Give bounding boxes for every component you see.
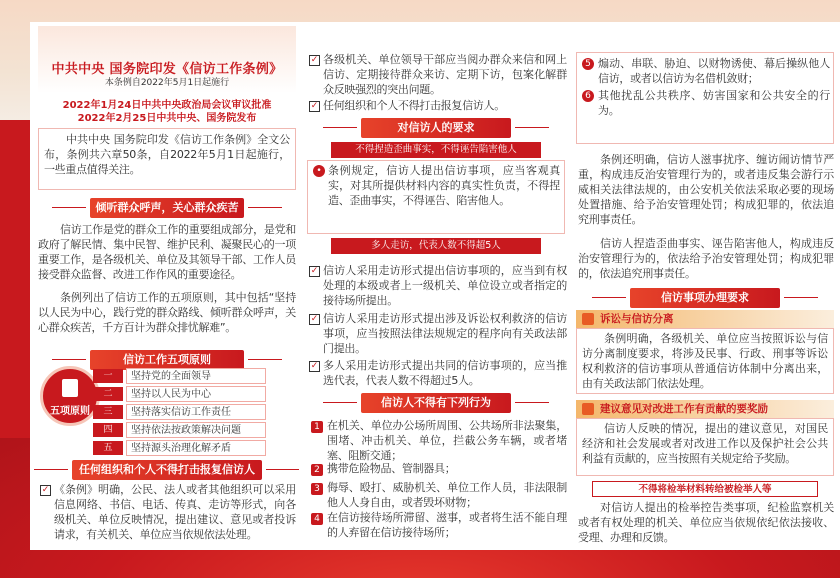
list-item: 携带危险物品、管制器具；: [327, 462, 456, 475]
section-heading: 信访工作五项原则: [90, 350, 244, 370]
paragraph: 条例列出了信访工作的五项原则，其中包括“坚持以人民为中心，践行党的群众路线、倾听群众呼声，关心群众疾苦，千方百计为群众排忧解难”。: [38, 291, 296, 334]
list-item: 在信访接待场所滞留、滋事，或者将生活不能自理的人弃留在信访接待场所；: [327, 511, 567, 539]
principle-number: 三: [93, 405, 123, 419]
page-title: 中共中央 国务院印发《信访工作条例》: [51, 62, 283, 77]
panel-2: [299, 22, 573, 550]
paragraph-box: 条例明确，各级机关、单位应当按照诉讼与信访分离制度要求，将涉及民事、行政、刑事等诉讼权利救济的信访事项从普通信访体制中分离出来，由有关政法部门依法处理。: [576, 328, 834, 394]
list-item: 煽动、串联、胁迫、以财物诱使、幕后操纵他人信访，或者以信访为名借机敛财；: [598, 57, 830, 85]
paragraph: 信访人捏造歪曲事实、诬告陷害他人，构成违反治安管理行为的，依法给予治安管理处罚；构成犯罪的，依法追究刑事责任。: [578, 237, 834, 280]
requirement-box: 条例规定，信访人提出信访事项，应当客观真实，对其所提供材料内容的真实性负责，不得捏造、歪曲事实，不得诬告、陷害他人。: [307, 160, 565, 234]
date-line: [38, 99, 296, 125]
highlight-bar: 多人走访，代表人数不得超5人: [331, 238, 541, 254]
principle-number: 五: [93, 441, 123, 455]
highlight-bar: 不得将检举材料转给被检举人等: [592, 481, 818, 497]
principle-item: 坚持落实信访工作责任: [126, 404, 266, 420]
section-heading: 倾听群众呼声，关心群众疾苦: [90, 198, 244, 218]
paragraph: 条例还明确，信访人滋事扰序、缠访闹访情节严重，构成违反治安管理行为的，或者违反集会游行示威相关法律法规的，由公安机关依法采取必要的现场处置措施、给予治安管理处罚；构成犯罪的，依法追究刑事责任。: [578, 153, 834, 226]
list-item: 其他扰乱公共秩序、妨害国家和公共安全的行为。: [598, 89, 830, 117]
page-subtitle: 本条例自2022年5月1日起施行: [104, 78, 230, 88]
principle-number: 四: [93, 423, 123, 437]
check-icon: ✓: [310, 361, 319, 371]
sub-heading: 诉讼与信访分离: [576, 310, 834, 328]
number-badge: 2: [311, 464, 323, 476]
list-item: 信访人采用走访形式提出涉及诉讼权利救济的信访事项，应当按照法律法规规定的程序向有关政法部门提出。: [323, 312, 567, 355]
date-approved: 2022年1月24日中共中央政治局会议审议批准: [62, 100, 272, 111]
check-icon: ✓: [310, 314, 319, 324]
panel-1: [30, 22, 304, 550]
date-published: 2022年2月25日中共中央、国务院发布: [77, 113, 257, 124]
number-badge: 4: [311, 513, 323, 525]
intro-box: 中共中央 国务院印发《信访工作条例》全文公布，条例共六章50条，自2022年5月1日起施行，一些重点值得关注。: [38, 128, 296, 190]
principle-number: 一: [93, 369, 123, 383]
bullet-icon: •: [313, 165, 325, 177]
highlight-bar: 不得捏造歪曲事实，不得诬告陷害他人: [331, 142, 541, 158]
section-heading: 信访事项办理要求: [630, 288, 780, 308]
list-item: 各级机关、单位领导干部应当阅办群众来信和网上信访、定期接待群众来访、定期下访，包案化解群众反映强烈的突出问题。: [323, 53, 567, 96]
panel-3: [568, 22, 840, 550]
number-badge: 6: [582, 90, 594, 102]
check-icon: ✓: [310, 266, 319, 276]
section-heading: 任何组织和个人不得打击报复信访人: [72, 460, 262, 480]
paragraph: 《条例》明确，公民、法人或者其他组织可以采用信息网络、书信、电话、传真、走访等形式，向各级机关、单位反映情况，提出建议、意见或者投诉请求，有关机关、单位应当依规依法处理。: [54, 483, 296, 541]
principles-label: 五项原则: [50, 406, 90, 417]
list-item: 信访人采用走访形式提出信访事项的，应当到有权处理的本级或者上一级机关、单位设立或者指定的接待场所提出。: [323, 264, 567, 307]
list-item: 多人采用走访形式提出共同的信访事项的，应当推选代表，代表人数不得超过5人。: [323, 359, 567, 387]
number-badge: 5: [582, 58, 594, 70]
principle-item: 坚持以人民为中心: [126, 386, 266, 402]
principle-item: 坚持源头治理化解矛盾: [126, 440, 266, 456]
list-item: 侮辱、殴打、威胁机关、单位工作人员，非法限制他人人身自由，或者毁坏财物；: [327, 481, 567, 509]
principle-item: 坚持党的全面领导: [126, 368, 266, 384]
list-item: 在机关、单位办公场所周围、公共场所非法聚集，围堵、冲击机关、单位，拦截公务车辆，或者堵塞、阻断交通；: [327, 419, 567, 462]
check-icon: ✓: [310, 55, 319, 65]
principle-number: 二: [93, 387, 123, 401]
principles-badge: [40, 366, 100, 426]
paragraph-box: 信访人反映的情况，提出的建议意见，对国民经济和社会发展或者对改进工作以及保护社会公共利益有贡献的，应当按照有关规定给予奖励。: [576, 418, 834, 476]
check-icon: ✓: [310, 101, 319, 111]
section-heading: 信访人不得有下列行为: [361, 393, 511, 413]
list-item: 任何组织和个人不得打击报复信访人。: [323, 99, 505, 112]
number-badge: 3: [311, 483, 323, 495]
section-heading: 对信访人的要求: [361, 118, 511, 138]
clipboard-icon: [62, 379, 78, 397]
number-badge: 1: [311, 421, 323, 433]
paragraph: 信访工作是党的群众工作的重要组成部分，是党和政府了解民情、集中民智、维护民利、凝聚民心的一项重要工作，是各级机关、单位及其领导干部、工作人员接受群众监督、改进工作作风的重要途径。: [38, 223, 296, 281]
sub-heading: 建议意见对改进工作有贡献的要奖励: [576, 400, 834, 418]
title-banner: [38, 26, 296, 122]
paragraph: 对信访人提出的检举控告类事项，纪检监察机关或者有权处理的机关、单位应当依规依纪依法接收、受理、办理和反馈。: [578, 501, 834, 544]
check-icon: ✓: [41, 485, 50, 495]
principle-item: 坚持依法按政策解决问题: [126, 422, 266, 438]
